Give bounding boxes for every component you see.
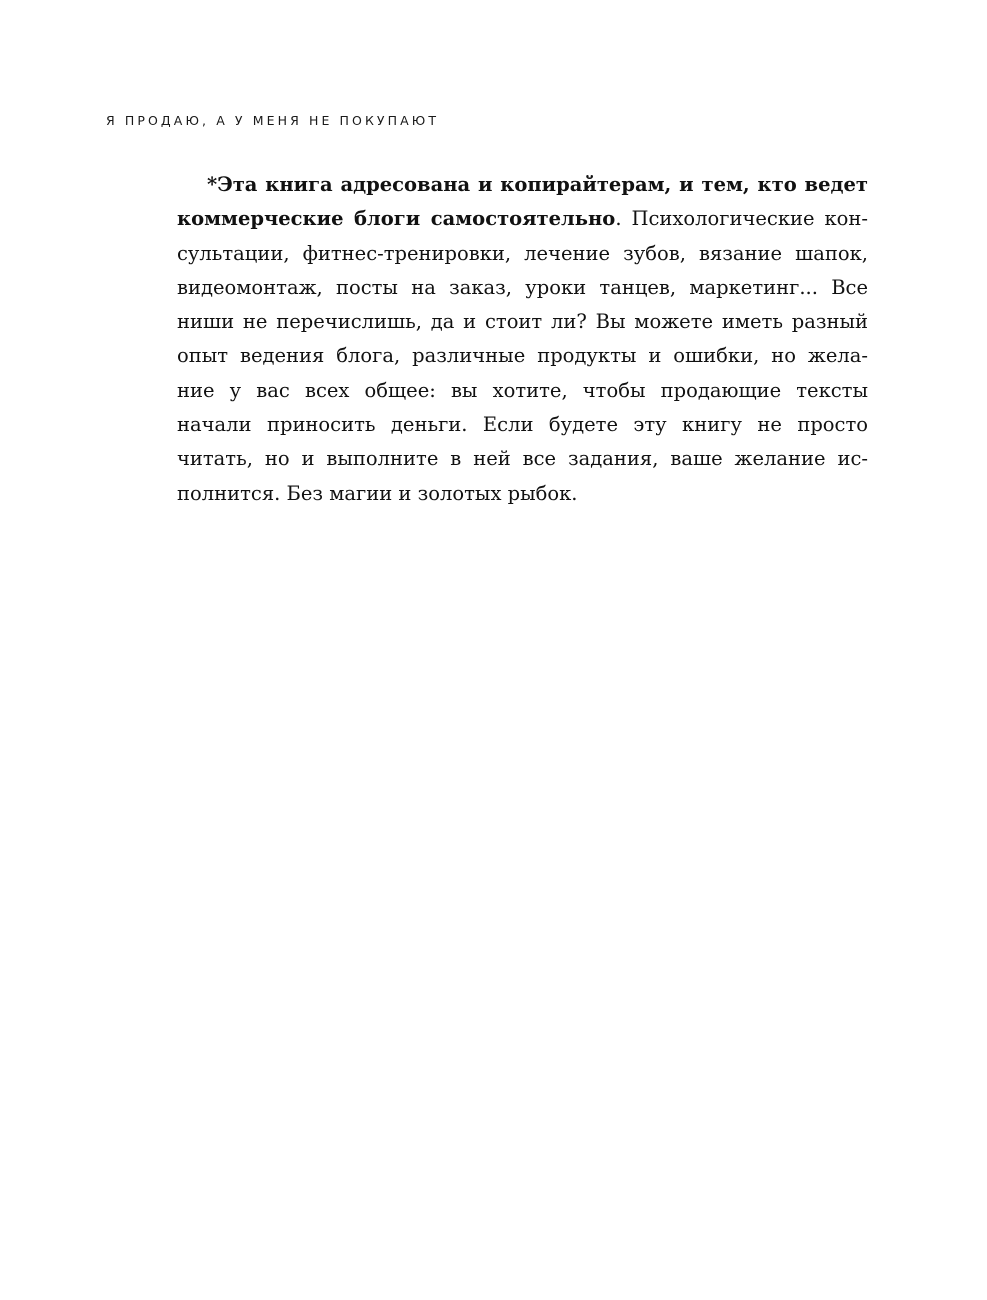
paragraph-line bbox=[177, 305, 868, 339]
paragraph-line bbox=[177, 408, 868, 442]
paragraph-line bbox=[177, 339, 868, 373]
regular-text: полнится. Без магии и золотых рыбок. bbox=[177, 481, 578, 505]
running-head: Я ПРОДАЮ, А У МЕНЯ НЕ ПОКУПАЮТ bbox=[106, 113, 440, 128]
regular-text: ниши не перечислишь, да и стоит ли? Вы можете иметь разный bbox=[177, 310, 868, 334]
paragraph-line bbox=[177, 168, 868, 202]
regular-text: опыт ведения блога, различные продукты и ошибки, но жела- bbox=[177, 344, 868, 368]
regular-text: читать, но и выполните в ней все задания, ваше желание ис- bbox=[177, 447, 868, 471]
regular-text: ние у вас всех общее: вы хотите, чтобы продающие тексты bbox=[177, 378, 868, 402]
paragraph-line bbox=[177, 237, 868, 271]
paragraph-line bbox=[177, 442, 868, 476]
regular-text: видеомонтаж, посты на заказ, уроки танцев, маркетинг... Все bbox=[177, 275, 868, 299]
bold-text: *Эта книга адресована и копирайтерам, и тем, кто ведет bbox=[207, 173, 868, 196]
paragraph-line bbox=[177, 202, 868, 236]
paragraph-line bbox=[177, 374, 868, 408]
body-paragraph bbox=[177, 168, 868, 511]
paragraph-line bbox=[177, 271, 868, 305]
regular-text: . Психологические кон- bbox=[615, 207, 868, 231]
regular-text: сультации, фитнес-тренировки, лечение зубов, вязание шапок, bbox=[177, 241, 868, 265]
paragraph-line bbox=[177, 477, 868, 511]
bold-text: коммерческие блоги самостоятельно bbox=[177, 207, 616, 231]
regular-text: начали приносить деньги. Если будете эту книгу не просто bbox=[177, 413, 868, 437]
